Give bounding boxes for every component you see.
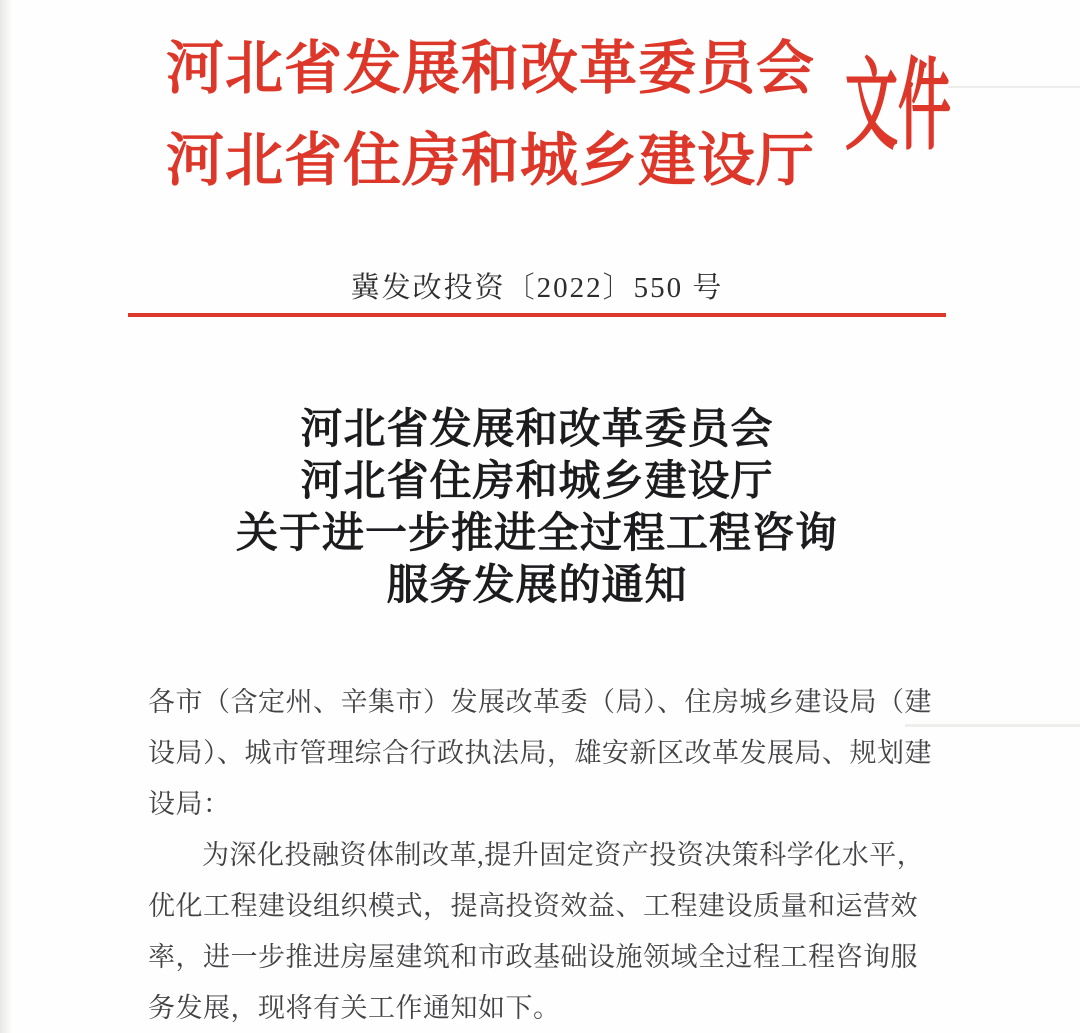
addressee-line: 设局： [148,789,231,819]
red-separator-rule [128,313,946,317]
document-body [148,677,940,1033]
scan-edge-artifact [0,0,12,1033]
paragraph-line: 务发展，现将有关工作通知如下。 [148,993,561,1023]
letterhead-doc-type-label: 文件 [845,51,951,162]
document-title [128,404,946,612]
title-line: 河北省住房和城乡建设厅 [300,459,774,505]
scan-streak-artifact [948,86,1080,88]
document-reference-number: 冀发改投资〔2022〕550 号 [350,272,724,304]
title-line: 河北省发展和改革委员会 [300,407,774,453]
paragraph-line: 优化工程建设组织模式，提高投资效益、工程建设质量和运营效 [148,891,918,921]
title-line: 服务发展的通知 [386,563,688,609]
paragraph-line: 率，进一步推进房屋建筑和市政基础设施领域全过程工程咨询服 [148,942,918,972]
paragraph-line: 为深化投融资体制改革,提升固定资产投资决策科学化水平， [202,840,925,870]
addressee-line: 各市（含定州、辛集市）发展改革委（局）、住房城乡建设局（建 [148,687,932,717]
letterhead-agency-line-2: 河北省住房和城乡建设厅 [166,128,816,193]
title-line: 关于进一步推进全过程工程咨询 [235,511,838,557]
letterhead-agency-line-1: 河北省发展和改革委员会 [166,36,816,101]
addressee-line: 设局）、城市管理综合行政执法局，雄安新区改革发展局、规划建 [148,738,932,768]
